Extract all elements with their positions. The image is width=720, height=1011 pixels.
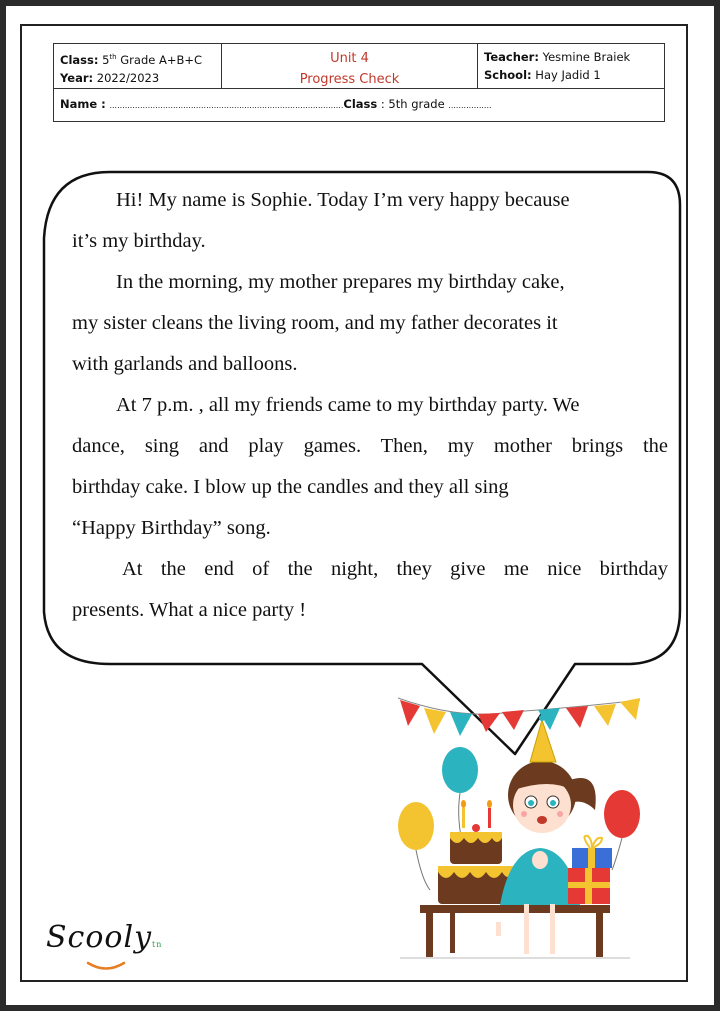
progress-check-title: Progress Check bbox=[299, 72, 400, 87]
school-label: School: bbox=[484, 68, 532, 82]
story-line: with garlands and balloons. bbox=[72, 353, 298, 375]
teacher-value: Yesmine Braiek bbox=[542, 50, 631, 64]
logo-text: Scooly bbox=[46, 920, 153, 955]
story-line: “Happy Birthday” song. bbox=[72, 517, 271, 539]
story-line: dance, sing and play games. Then, my mother brings the bbox=[72, 435, 668, 457]
school-value: Hay Jadid 1 bbox=[535, 68, 601, 82]
birthday-illustration bbox=[390, 690, 650, 965]
story-line: it’s my birthday. bbox=[72, 230, 206, 252]
balloon-yellow bbox=[398, 802, 434, 890]
logo-suffix: tn bbox=[152, 940, 163, 949]
year-label: Year: bbox=[60, 70, 94, 85]
story-line: presents. What a nice party ! bbox=[72, 599, 307, 621]
story-line: birthday cake. I blow up the candles and they all sing bbox=[72, 476, 509, 498]
story-line: my sister cleans the living room, and my father decorates it bbox=[72, 312, 558, 334]
unit-title: Unit 4 bbox=[330, 51, 369, 66]
story-text bbox=[72, 180, 668, 631]
name-dots: ............................................................................................ bbox=[109, 101, 344, 110]
story-line: At the end of the night, they give me nice birthday bbox=[122, 558, 668, 580]
class2-dots: ................. bbox=[448, 101, 492, 110]
class2-value: : 5th grade bbox=[380, 97, 445, 111]
story-line: At 7 p.m. , all my friends came to my birthday party. We bbox=[116, 394, 580, 416]
class2-label: Class bbox=[343, 97, 378, 111]
class-grade-number: 5 bbox=[102, 52, 110, 67]
gift-boxes bbox=[568, 836, 612, 904]
class-label: Class: bbox=[60, 52, 99, 67]
bunting-garland bbox=[398, 698, 640, 736]
girl-character bbox=[496, 715, 596, 954]
story-line: In the morning, my mother prepares my birthday cake, bbox=[116, 271, 565, 293]
party-table bbox=[400, 905, 630, 958]
name-label: Name : bbox=[60, 97, 106, 111]
logo-smile-icon bbox=[86, 960, 126, 974]
birthday-cake bbox=[438, 800, 514, 904]
teacher-label: Teacher: bbox=[484, 50, 539, 64]
class-value: Grade A+B+C bbox=[120, 52, 203, 67]
class-grade-suffix: th bbox=[109, 53, 117, 61]
year-value: 2022/2023 bbox=[96, 70, 160, 85]
story-line: Hi! My name is Sophie. Today I’m very happy because bbox=[116, 189, 570, 211]
scooly-logo bbox=[46, 920, 162, 955]
